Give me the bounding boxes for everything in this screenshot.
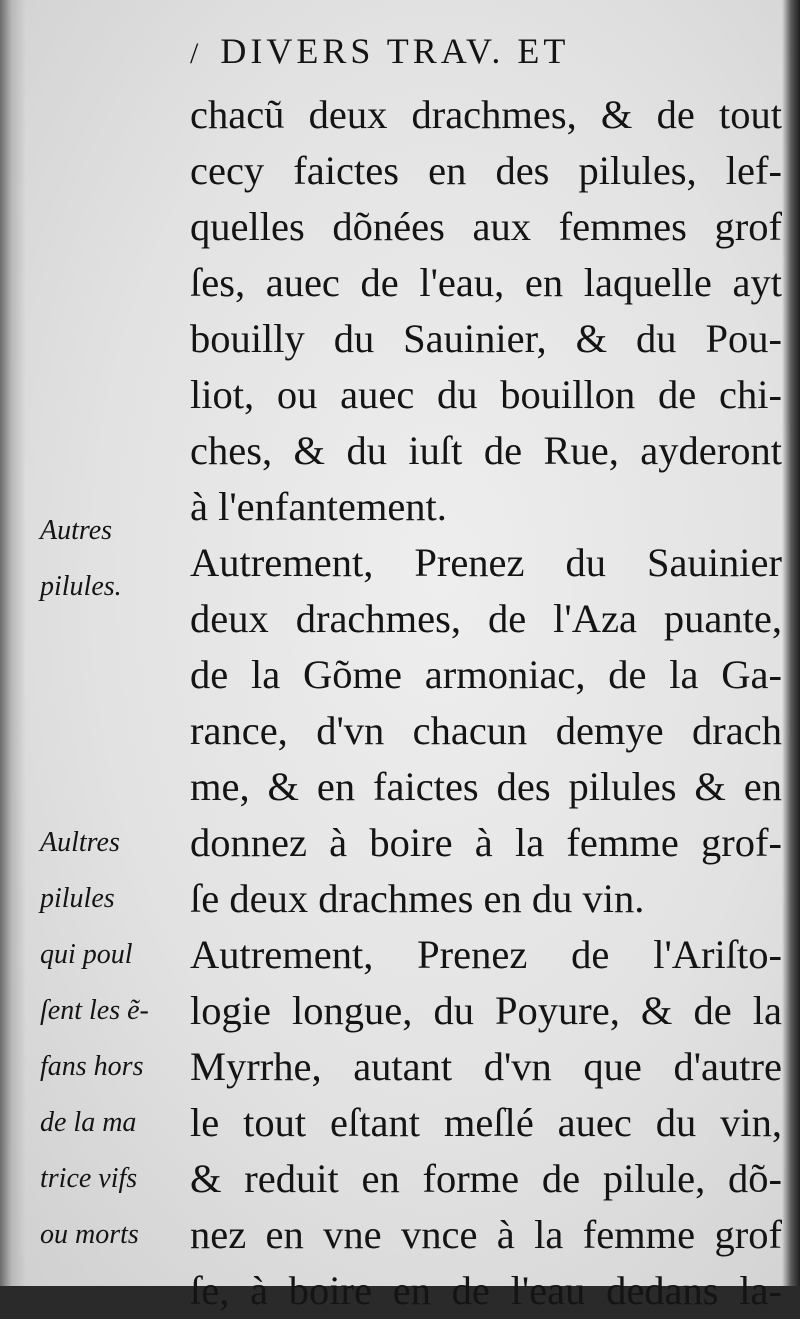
text-line: & reduit en forme de pilule, dõ-	[190, 1156, 782, 1201]
binding-shadow	[0, 0, 26, 1286]
body-text	[190, 87, 782, 1319]
text-line: ſe, à boire en de l'eau dedans la-	[190, 1268, 782, 1313]
margin-note-line: de la ma	[40, 1107, 137, 1138]
text-line: rance, d'vn chacun demye drach	[190, 708, 782, 753]
margin-note-line: ſent les ẽ-	[40, 995, 149, 1026]
text-line: Myrrhe, autant d'vn que d'autre	[190, 1044, 782, 1089]
text-line: liot, ou auec du bouillon de chi-	[190, 372, 782, 417]
margin-note-line: Autres	[40, 515, 113, 546]
text-line: ſes, auec de l'eau, en laquelle ayt	[190, 260, 782, 305]
margin-note-line: ou morts	[40, 1219, 139, 1250]
margin-note-line: pilules	[40, 883, 115, 914]
text-line: bouilly du Sauinier, & du Pou-	[190, 316, 782, 361]
text-line: à l'enfantement.	[190, 484, 447, 529]
text-line: me, & en faictes des pilules & en	[190, 764, 782, 809]
running-header	[190, 26, 790, 79]
text-line: de la Gõme armoniac, de la Ga-	[190, 652, 782, 697]
text-line: donnez à boire à la femme grof-	[190, 820, 782, 865]
page-edge-shadow	[782, 0, 800, 1286]
text-line: Autrement, Prenez du Sauinier	[190, 540, 782, 585]
text-line: logie longue, du Poyure, & de la	[190, 988, 782, 1033]
margin-note-line: qui poul	[40, 939, 133, 970]
margin-note-line: Aultres	[40, 827, 120, 858]
margin-note-line: trice vifs	[40, 1163, 138, 1194]
margin-note-line: fans hors	[40, 1051, 144, 1082]
running-title: DIVERS TRAV. ET	[220, 31, 570, 71]
text-line: nez en vne vnce à la femme grof	[190, 1212, 782, 1257]
margin-note-other-pills	[40, 503, 190, 615]
text-line: le tout eſtant meſlé auec du vin,	[190, 1100, 782, 1145]
margin-note-other-pills-expel	[40, 815, 190, 1263]
text-line: Autrement, Prenez de l'Ariſto-	[190, 932, 782, 977]
text-line: ches, & du iuſt de Rue, ayderont	[190, 428, 782, 473]
header-mark: /	[190, 37, 199, 70]
text-line: cecy faictes en des pilules, lef-	[190, 148, 782, 193]
text-line: quelles dõnées aux femmes grof	[190, 204, 782, 249]
text-line: chacũ deux drachmes, & de tout	[190, 92, 782, 137]
text-line: ſe deux drachmes en du vin.	[190, 876, 645, 921]
text-line: deux drachmes, de l'Aza puante,	[190, 596, 782, 641]
margin-note-line: pilules.	[40, 571, 122, 602]
